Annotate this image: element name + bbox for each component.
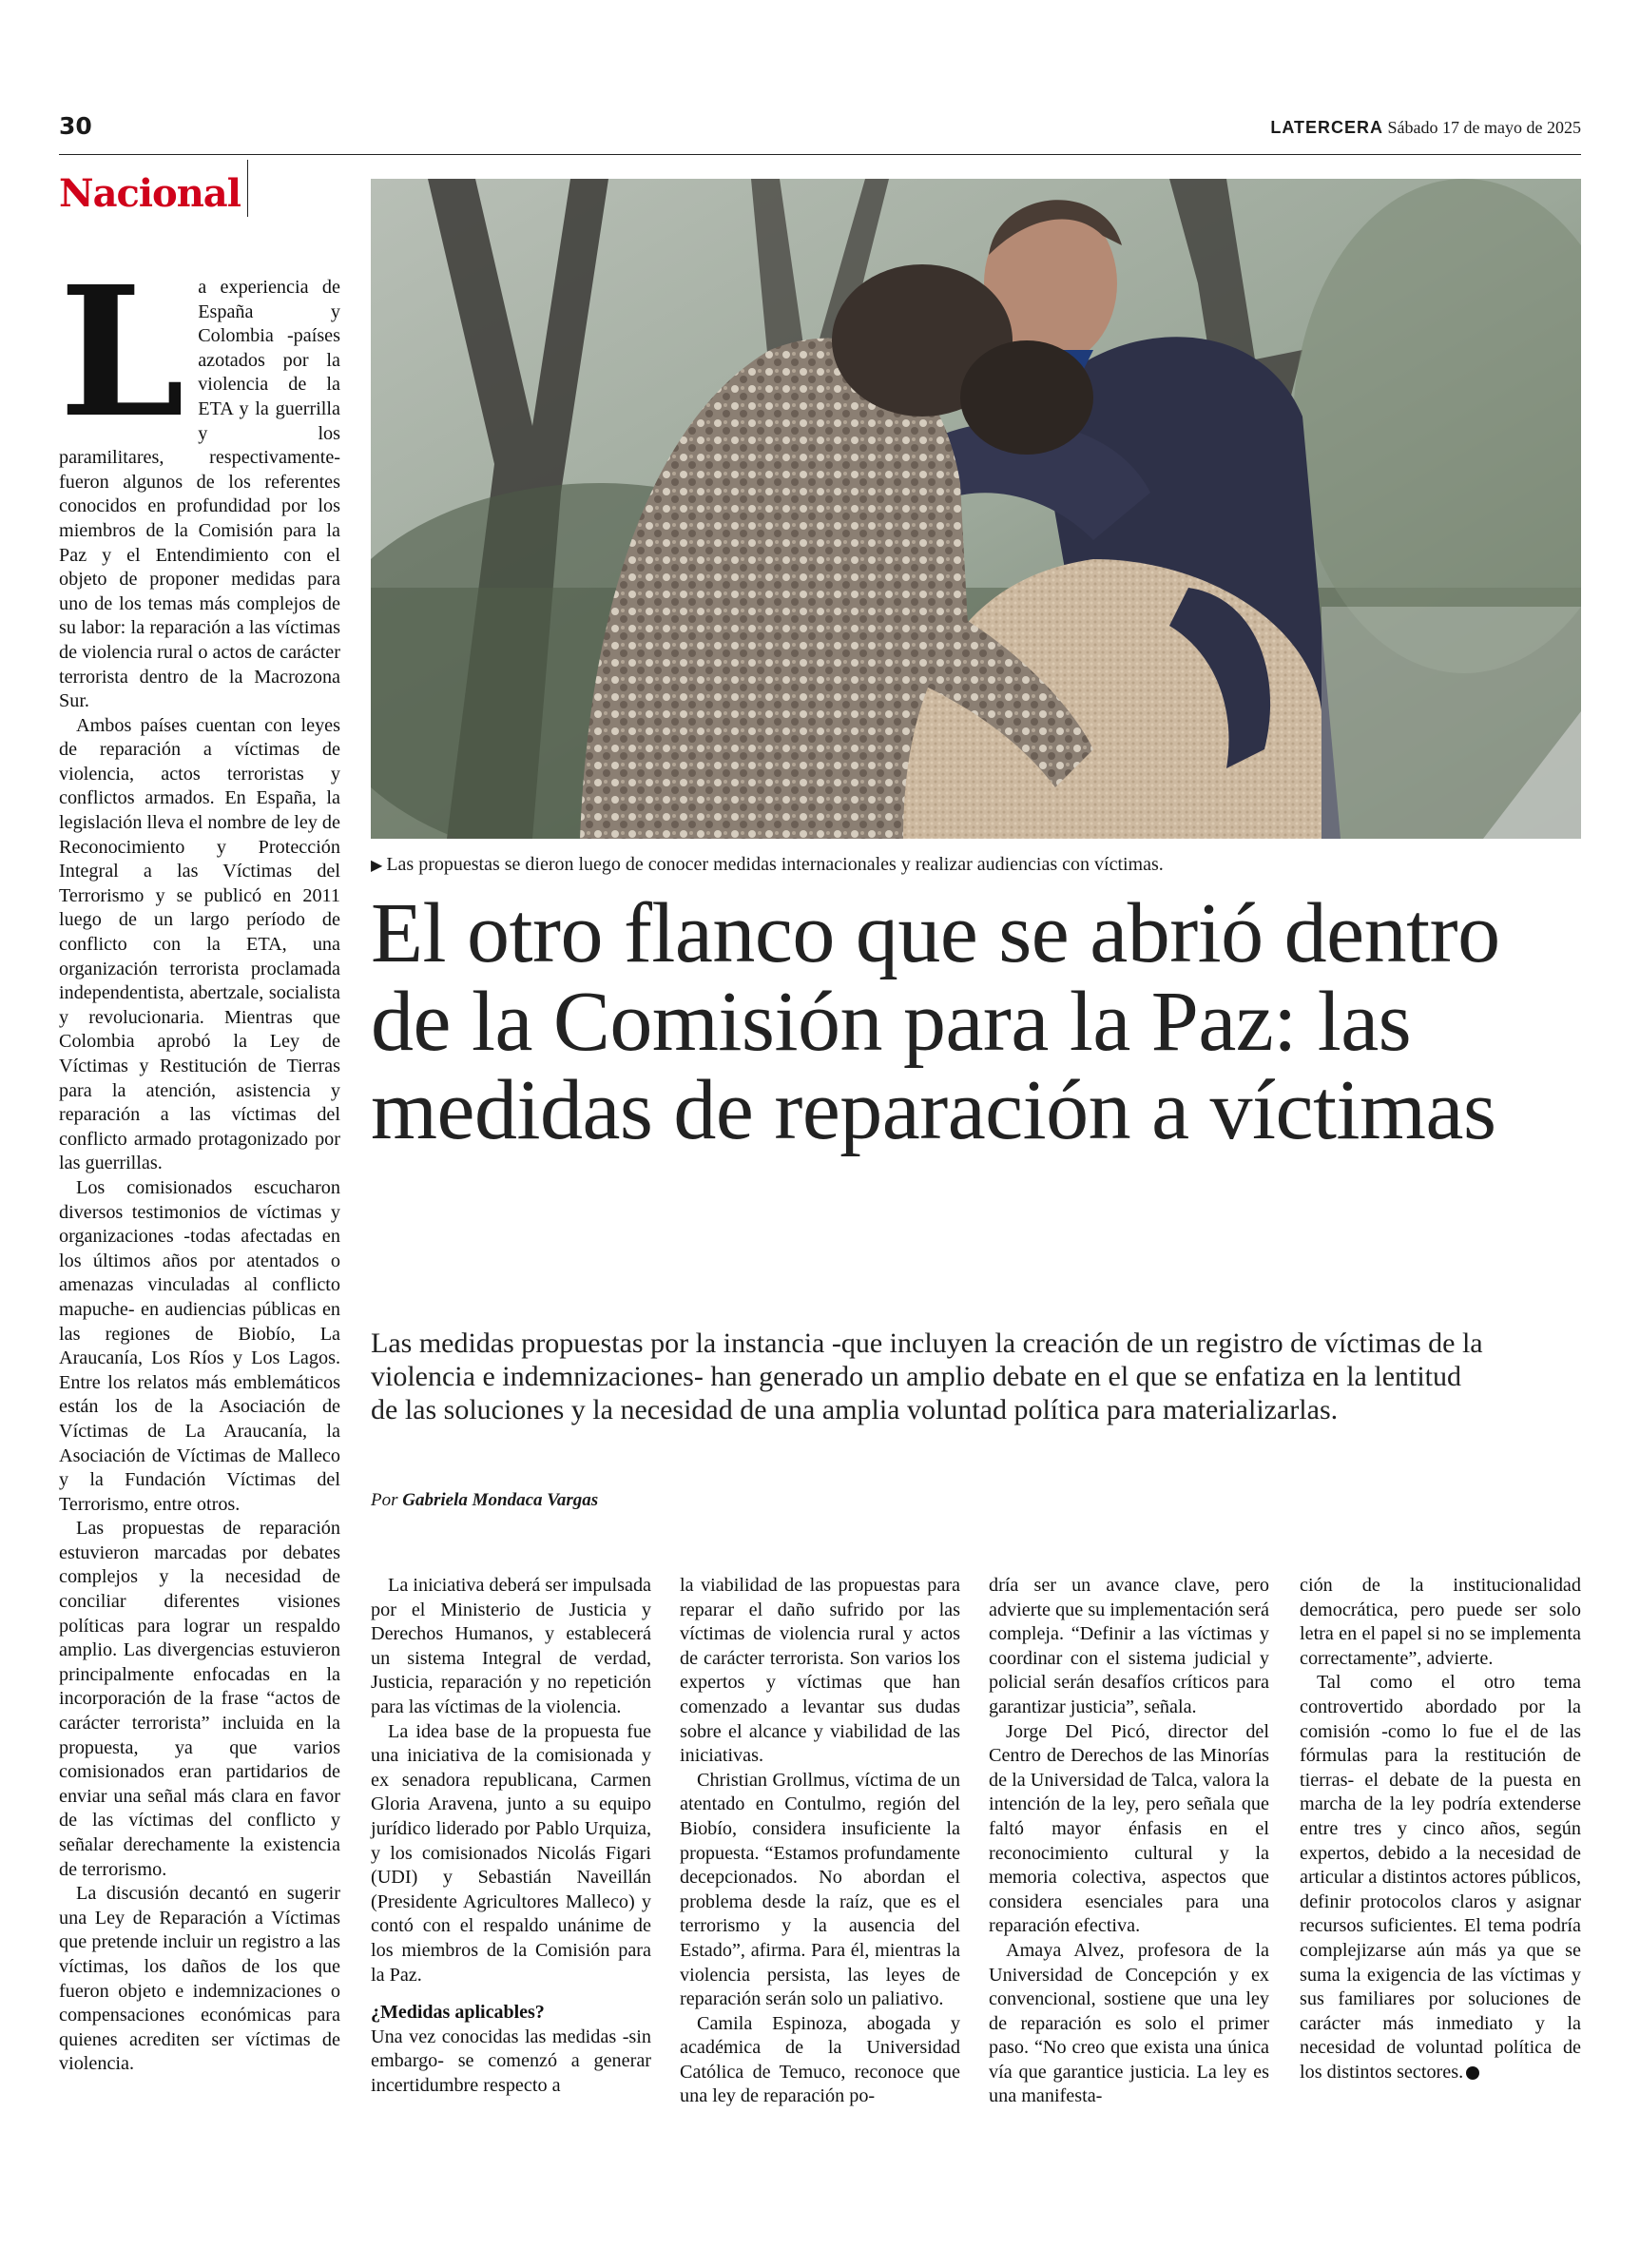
paragraph: Una vez conocidas las medidas -sin embargo- se comenzó a generar incertidumbre respecto a bbox=[371, 2026, 651, 2096]
header-rule bbox=[59, 154, 1581, 155]
section-label: Nacional bbox=[59, 171, 241, 216]
caption-triangle-icon: ▶ bbox=[371, 858, 383, 874]
article-deck: Las medidas propuestas por la instancia -que incluyen la creación de un registro de víctimas de la violencia e indemnizaciones- han generado un amplio debate en el que se enfatiza en la lentitud de las soluciones y la necesidad de una amplia voluntad política para materializarlas. bbox=[371, 1328, 1483, 1425]
paragraph: Ambos países cuentan con leyes de reparación a víctimas de violencia, actos terroristas y conflictos armados. En España, la legislación lleva el nombre de ley de Reconocimiento y Protección Integral a las Víctimas del Terrorismo y se publicó en 2011 luego de un largo período de conflicto con la ETA, una organización terrorista proclamada independentista, abertzale, socialista y revolucionaria. Mientras que Colombia aprobó la Ley de Víctimas y Restitución de Tierras para la atención, asistencia y reparación a las víctimas del conflicto armado protagonizado por las guerrillas. bbox=[59, 714, 340, 1174]
subheading: ¿Medidas aplicables? bbox=[371, 2002, 545, 2024]
paragraph bbox=[59, 247, 340, 714]
photo-caption bbox=[371, 854, 1164, 876]
byline-prefix: Por bbox=[371, 1490, 398, 1510]
drop-cap: L bbox=[59, 247, 185, 457]
issue-date: Sábado 17 de mayo de 2025 bbox=[1387, 118, 1581, 137]
article-headline: El otro flanco que se abrió dentro de la Comisión para la Paz: las medidas de reparación a víctimas bbox=[371, 886, 1500, 1157]
paragraph: La idea base de la propuesta fue una iniciativa de la comisionada y ex senadora republicana, Carmen Gloria Aravena, junto a su equipo jurídico liderado por Pablo Urquiza, y los comisionados Nicolás Figari (UDI) y Sebastián Naveillán (Presidente Agricultores Malleco) y contó con el respaldo unánime de los miembros de la Comisión para la Paz. bbox=[371, 1720, 651, 1986]
article-photo bbox=[371, 179, 1581, 839]
paragraph: Amaya Alvez, profesora de la Universidad de Concepción y ex convencional, sostiene que una ley de reparación es solo el primer paso. “No creo que exista una única vía que garantice justicia. La ley es una manifesta- bbox=[989, 1939, 1269, 2107]
article-column-1 bbox=[59, 247, 340, 2077]
paragraph: Los comisionados escucharon diversos testimonios de víctimas y organizaciones -todas afectadas en los últimos años por atentados o amenazas vinculadas al conflicto mapuche- en audiencias públicas en las regiones de Biobío, La Araucanía, Los Ríos y Los Lagos. Entre los relatos más emblemáticos están los de la Asociación de Víctimas de La Araucanía, la Asociación de Víctimas de Malleco y la Fundación Víctimas del Terrorismo, entre otros. bbox=[59, 1176, 340, 1515]
byline bbox=[371, 1490, 598, 1511]
paragraph: la viabilidad de las propuestas para reparar el daño sufrido por las víctimas de violencia rural y actos de carácter terrorista. Son varios los expertos y víctimas que han comenzado a levantar sus dudas sobre el alcance y viabilidad de las iniciativas. bbox=[680, 1575, 960, 1767]
article-column-5 bbox=[1300, 1574, 1581, 2084]
paragraph: La discusión decantó en sugerir una Ley de Reparación a Víctimas que pretende incluir un registro a las víctimas, los daños de los que fueron objeto e indemnizaciones o compensaciones económicas para quienes acrediten ser víctimas de violencia. bbox=[59, 1883, 340, 2075]
paragraph: La iniciativa deberá ser impulsada por el Ministerio de Justicia y Derechos Humanos, y establecerá un sistema Integral de verdad, Justicia, reparación y no repetición para las víctimas de la violencia. bbox=[371, 1575, 651, 1717]
masthead bbox=[1270, 118, 1581, 138]
paragraph-text: a experiencia de España y Colombia -países azotados por la violencia de la ETA y la guerrilla y los paramilitares, respectivamente- fueron algunos de los referentes conocidos en profundidad por los miembros de la Comisión para la Paz y el Entendimiento con el objeto de proponer medidas para uno de los temas más complejos de su labor: la reparación a las víctimas de violencia rural o actos de carácter terrorista dentro de la Macrozona Sur. bbox=[59, 277, 340, 712]
caption-text: Las propuestas se dieron luego de conocer medidas internacionales y realizar audiencias con víctimas. bbox=[386, 854, 1164, 875]
paragraph bbox=[1300, 1671, 1581, 2084]
byline-author: Gabriela Mondaca Vargas bbox=[402, 1490, 599, 1510]
section-divider bbox=[247, 160, 248, 217]
paragraph-text: Tal como el otro tema controvertido abordado por la comisión -como lo fue el de las fórmulas para la restitución de tierras- el debate de la puesta en marcha de la ley podría extenderse entre tres y cinco años, según expertos, debido a la necesidad de articular a distintos actores públicos, definir protocolos claros y asignar recursos suficientes. El tema podría complejizarse aún más ya que se suma la exigencia de las víctimas y sus familiares por soluciones de carácter más inmediato y la necesidad de voluntad política de los distintos sectores. bbox=[1300, 1672, 1581, 2083]
paragraph: Christian Grollmus, víctima de un atentado en Contulmo, región del Biobío, considera insuficiente la propuesta. “Estamos profundamente decepcionados. No abordan el problema desde la raíz, que es el terrorismo y la ausencia del Estado”, afirma. Para él, mientras la violencia persista, las leyes de reparación serán solo un paliativo. bbox=[680, 1769, 960, 2010]
page-number: 30 bbox=[59, 112, 92, 140]
paragraph: ción de la institucionalidad democrática, pero puede ser solo letra en el papel si no se implementa correctamente”, advierte. bbox=[1300, 1575, 1581, 1669]
end-of-article-icon bbox=[1466, 2066, 1479, 2080]
paragraph: dría ser un avance clave, pero advierte que su implementación será compleja. “Definir a las víctimas y coordinar con el sistema judicial y policial serán desafíos críticos para garantizar justicia”, señala. bbox=[989, 1575, 1269, 1717]
photo-embrace-illustration bbox=[371, 179, 1581, 839]
paragraph: Jorge Del Picó, director del Centro de Derechos de las Minorías de la Universidad de Talca, valora la intención de la ley, pero señala que faltó mayor énfasis en el reconocimiento cultural y la memoria colectiva, aspectos que considera esenciales para una reparación efectiva. bbox=[989, 1720, 1269, 1937]
article-column-4 bbox=[989, 1574, 1269, 2109]
paragraph: Las propuestas de reparación estuvieron marcadas por debates complejos y la necesidad de conciliar diferentes visiones políticas para lograr un respaldo amplio. Las divergencias estuvieron principalmente enfocadas en la incorporación de la frase “actos de carácter terrorista” incluida en la propuesta, ya que varios comisionados eran partidarios de enviar una señal más clara en favor de las víctimas del conflicto y señalar derechamente la existencia de terrorismo. bbox=[59, 1518, 340, 1880]
article-column-3 bbox=[680, 1574, 960, 2109]
paragraph: Camila Espinoza, abogada y académica de la Universidad Católica de Temuco, reconoce que una ley de reparación po- bbox=[680, 2012, 960, 2107]
masthead-brand: LATERCERA bbox=[1270, 118, 1384, 137]
article-column-2 bbox=[371, 1574, 651, 2098]
